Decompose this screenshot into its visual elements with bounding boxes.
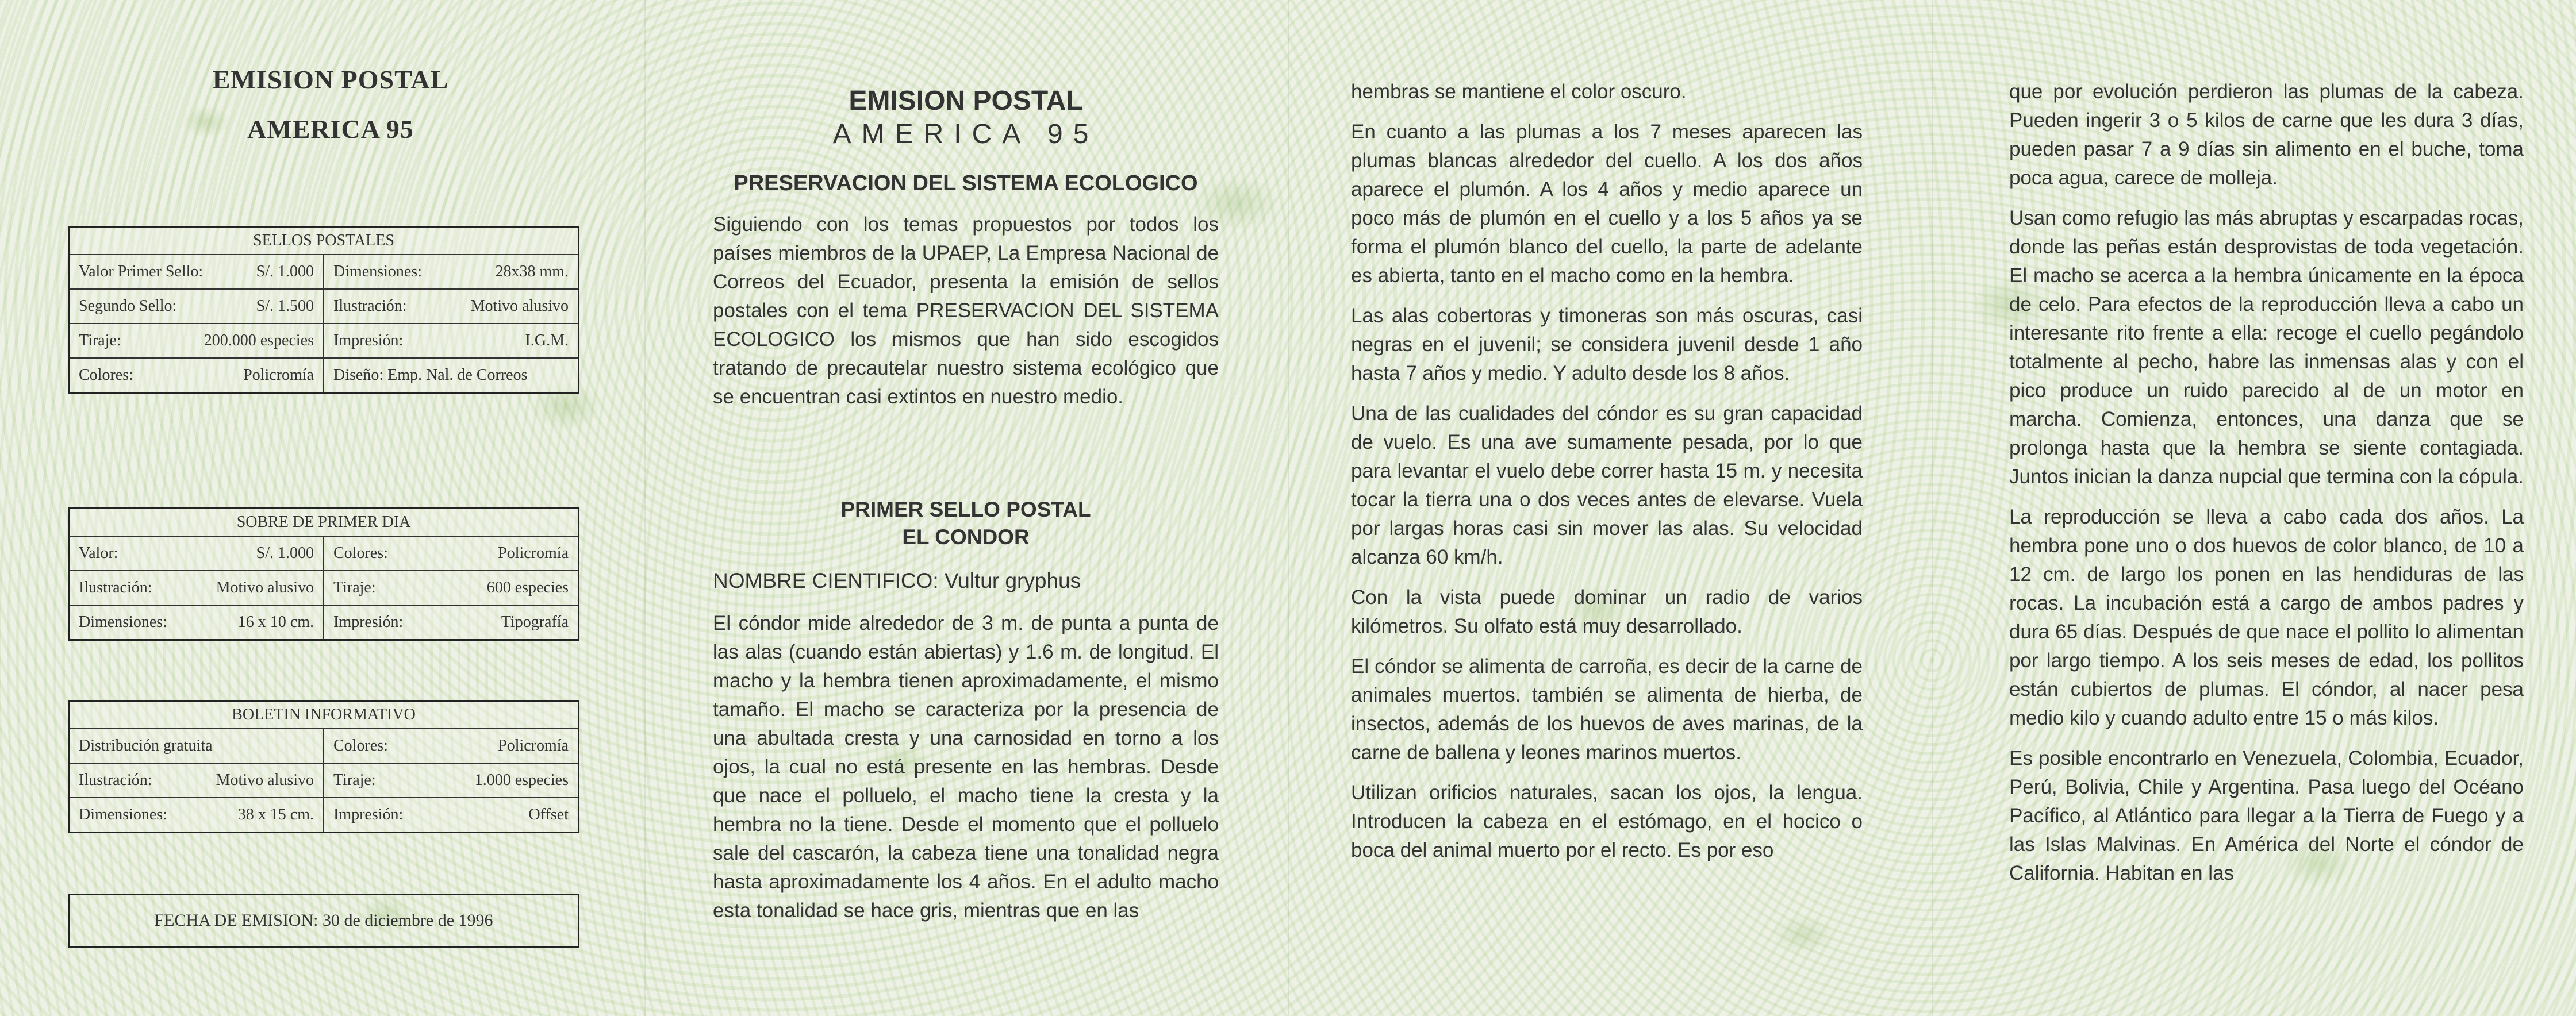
cell-value: 200.000 especies — [204, 332, 314, 349]
table-cell — [70, 537, 323, 570]
table-cell — [323, 798, 578, 832]
cell-label: Colores: — [79, 366, 133, 384]
cell-label: Impresión: — [333, 806, 404, 823]
table-cell — [323, 359, 578, 392]
cell-label: Valor Primer Sello: — [79, 263, 204, 280]
table-cell — [70, 324, 323, 357]
table-cell — [323, 255, 578, 288]
panel2-subtitle: PRESERVACION DEL SISTEMA ECOLOGICO — [734, 171, 1198, 195]
cell-label: Diseño: Emp. Nal. de Correos — [333, 366, 528, 384]
cell-value: Policromía — [243, 366, 314, 384]
panel2-title-line1: EMISION POSTAL — [849, 86, 1083, 116]
panel4-text — [2009, 78, 2524, 899]
paragraph: El cóndor mide alrededor de 3 m. de punta a punta de las alas (cuando están abiertas) y 1.6 m. de longitud. El macho y la hembra tienen aproximadamente, el mismo tamaño. El macho se caracteriza por la presencia de una abultada cresta y una carnosidad en torno a los ojos, la cual no está presente en las hembras. Desde que nace el polluelo, el macho tiene la cresta y la hembra no la tiene. Desde el momento que el polluelo sale del cascarón, la cabeza tiene una tonalidad negra hasta aproximadamente los 4 años. En el adulto macho esta tonalidad se hace gris, mientras que en las — [713, 612, 1219, 922]
table-cell — [323, 290, 578, 323]
cell-value: 38 x 15 cm. — [237, 806, 314, 823]
paragraph: Las alas cobertoras y timoneras son más oscuras, casi negras en el juvenil; se considera juvenil desde 1 año hasta 7 años y medio. Y adulto desde los 8 años. — [1351, 305, 1863, 384]
cell-label: Tiraje: — [333, 579, 376, 596]
cell-label: Dimensiones: — [79, 613, 167, 631]
cell-label: Colores: — [333, 544, 388, 562]
table-row — [70, 571, 578, 606]
cell-label: Impresión: — [333, 613, 404, 631]
panel2-title-line2: AMERICA 95 — [832, 119, 1099, 149]
section-heading-line1: PRIMER SELLO POSTAL — [840, 498, 1091, 521]
cell-value: 600 especies — [486, 579, 569, 596]
table-caption: SOBRE DE PRIMER DIA — [70, 509, 578, 537]
table-row — [70, 729, 578, 764]
table-cell — [323, 729, 578, 763]
table-cell — [70, 571, 323, 605]
paragraph: Con la vista puede dominar un radio de varios kilómetros. Su olfato está muy desarrollado. — [1351, 586, 1863, 637]
table-cell — [70, 764, 323, 797]
cell-label: Valor: — [79, 544, 118, 562]
panel3-text — [1351, 78, 1863, 876]
table-caption: BOLETIN INFORMATIVO — [70, 702, 578, 729]
nombre-cientifico: NOMBRE CIENTIFICO: Vultur gryphus — [713, 569, 1081, 592]
sobre-primer-dia-table — [68, 507, 579, 641]
paragraph: En cuanto a las plumas a los 7 meses aparecen las plumas blancas alrededor del cuello. A los dos años aparece el plumón. A los 4 años y medio aparece un poco más de plumón en el cuello y a los 5 años ya se forma el plumón blanco del cuello, la parte de adelante es abierta, tanto en el macho como en la hembra. — [1351, 121, 1863, 287]
paragraph: Usan como refugio las más abruptas y escarpadas rocas, donde las peñas están desprovistas de toda vegetación. El macho se acerca a la hembra únicamente en la época de celo. Para efectos de la reproducción lleva a cabo un interesante rito frente a ella: recoge el cuello pegándolo totalmente al pecho, habre las inmensas alas y con el pico produce un ruido parecido al de un motor en marcha. Comienza, entonces, una danza que se prolonga hasta que la hembra se siente contagiada. Juntos inician la danza nupcial que termina con la cópula. — [2009, 207, 2524, 488]
fold-line — [1288, 0, 1289, 1016]
table-row — [70, 606, 578, 639]
paragraph: que por evolución perdieron las plumas de la cabeza. Pueden ingerir 3 o 5 kilos de carne que les dura 3 días, pueden pasar 7 a 9 días sin alimento en el buche, toma poca agua, carece de molleja. — [2009, 80, 2524, 189]
paragraph: Siguiendo con los temas propuestos por todos los países miembros de la UPAEP, La Empresa Nacional de Correos del Ecuador, presenta la emisión de sellos postales con el tema PRESERVACION DEL SISTEMA ECOLOGICO los mismos que han sido escogidos tratando de precautelar nuestro sistema ecológico que se encuentran casi extintos en nuestro medio. — [713, 213, 1219, 408]
fold-line — [644, 0, 646, 1016]
table-cell — [70, 359, 323, 392]
table-cell — [323, 537, 578, 570]
cell-label: Tiraje: — [333, 771, 376, 789]
paragraph: La reproducción se lleva a cabo cada dos años. La hembra pone uno o dos huevos de color blanco, de 10 a 12 cm. de largo los ponen en las hendiduras de las rocas. La incubación está a cargo de ambos padres y dura 65 días. Después de que nace el pollito lo alimentan por largo tiempo. A los seis meses de edad, los pollitos están cubiertos de plumas. El cóndor, al nacer pesa medio kilo y cuando adulto entre 15 o más kilos. — [2009, 506, 2524, 729]
paragraph: hembras se mantiene el color oscuro. — [1351, 80, 1687, 103]
cell-label: Ilustración: — [79, 771, 152, 789]
cell-value: 16 x 10 cm. — [237, 613, 314, 631]
table-row — [70, 537, 578, 571]
section-heading-line2: EL CONDOR — [902, 525, 1030, 549]
table-cell — [70, 255, 323, 288]
cell-value: Tipografía — [501, 613, 569, 631]
cell-value: 28x38 mm. — [495, 263, 569, 280]
cell-value: Motivo alusivo — [216, 579, 314, 596]
table-caption: SELLOS POSTALES — [70, 228, 578, 255]
table-cell — [70, 290, 323, 323]
table-cell — [323, 606, 578, 639]
fold-line — [1932, 0, 1933, 1016]
cell-value: S/. 1.000 — [256, 263, 314, 280]
table-cell — [323, 764, 578, 797]
paragraph: Es posible encontrarlo en Venezuela, Colombia, Ecuador, Perú, Bolivia, Chile y Argentina. Pasa luego del Océano Pacífico, al Atlántico para llegar a la Tierra de Fuego y a las Islas Malvinas. En América del Norte el cóndor de California. Habitan en las — [2009, 747, 2524, 884]
table-row — [70, 290, 578, 324]
table-row — [70, 764, 578, 798]
table-cell — [70, 606, 323, 639]
cell-label: Tiraje: — [79, 332, 121, 349]
panel2-body — [713, 609, 1219, 937]
fecha-emision-box — [68, 894, 579, 948]
cell-label: Segundo Sello: — [79, 297, 177, 315]
table-row — [70, 798, 578, 832]
table-row — [70, 324, 578, 359]
cell-value: Motivo alusivo — [216, 771, 314, 789]
cell-label: Ilustración: — [333, 297, 407, 315]
table-cell — [323, 324, 578, 357]
cell-label: Distribución gratuita — [79, 737, 213, 755]
cell-label: Ilustración: — [79, 579, 152, 596]
cell-value: S/. 1.500 — [256, 297, 314, 315]
panel2-intro — [713, 210, 1219, 423]
paragraph: El cóndor se alimenta de carroña, es decir de la carne de animales muertos. también se alimenta de hierba, de insectos, además de los huevos de aves marinas, de la carne de ballena y leones marinos muertos. — [1351, 655, 1863, 764]
cell-value: I.G.M. — [525, 332, 569, 349]
table-row — [70, 359, 578, 392]
fecha-emision-text: FECHA DE EMISION: 30 de diciembre de 1996 — [154, 911, 493, 930]
boletin-informativo-table — [68, 700, 579, 833]
cell-value: Offset — [528, 806, 569, 823]
panel1-title-line1: EMISION POSTAL — [212, 65, 449, 94]
table-row — [70, 255, 578, 290]
table-cell — [323, 571, 578, 605]
cell-label: Impresión: — [333, 332, 404, 349]
cell-value: 1.000 especies — [474, 771, 569, 789]
cell-value: Policromía — [498, 737, 569, 755]
table-cell — [70, 729, 323, 763]
cell-value: S/. 1.000 — [256, 544, 314, 562]
paragraph: Utilizan orificios naturales, sacan los ojos, la lengua. Introducen la cabeza en el estómago, en el hocico o boca del animal muerto por el recto. Es por eso — [1351, 782, 1863, 861]
panel1-title-line2: AMERICA 95 — [247, 114, 414, 144]
cell-label: Dimensiones: — [333, 263, 422, 280]
sellos-postales-table — [68, 226, 579, 394]
cell-value: Policromía — [498, 544, 569, 562]
cell-value: Motivo alusivo — [470, 297, 569, 315]
cell-label: Dimensiones: — [79, 806, 167, 823]
paragraph: Una de las cualidades del cóndor es su gran capacidad de vuelo. Es una ave sumamente pesada, por lo que para levantar el vuelo debe correr hasta 15 m. y necesita tocar la tierra una o dos veces antes de elevarse. Vuela por largas horas casi sin mover las alas. Su velocidad alcanza 60 km/h. — [1351, 402, 1863, 568]
cell-label: Colores: — [333, 737, 388, 755]
table-cell — [70, 798, 323, 832]
